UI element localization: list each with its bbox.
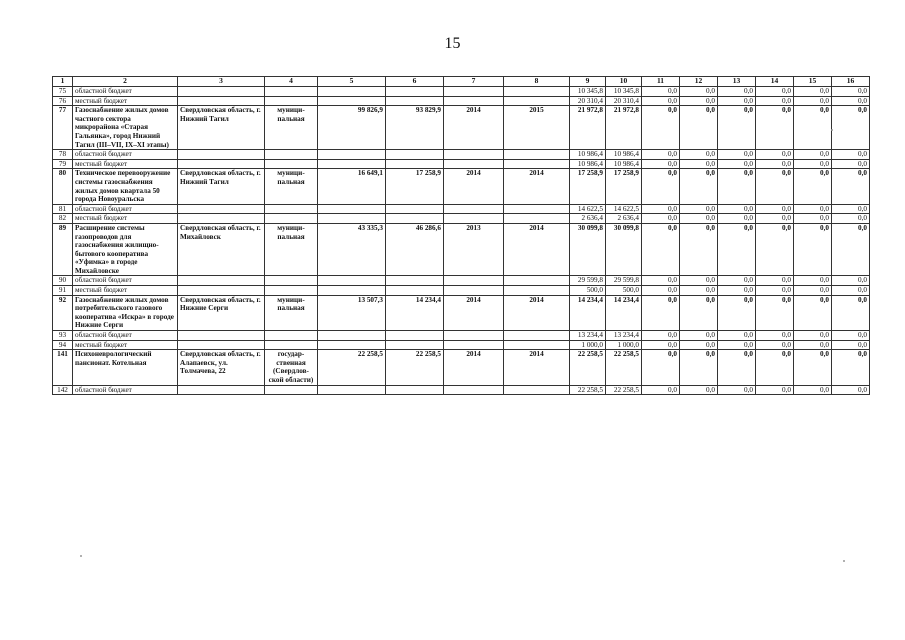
empty-cell: [178, 214, 265, 224]
empty-cell: [318, 150, 386, 160]
amount-cell: 0,0: [794, 350, 832, 385]
ownership: муници-пальная: [265, 295, 318, 330]
project-row: [53, 295, 870, 330]
total-cost: 14 234,4: [386, 295, 444, 330]
header-cell: 16: [832, 77, 870, 87]
budget-row: [53, 286, 870, 296]
project-row: [53, 106, 870, 150]
amount-cell: 0,0: [718, 204, 756, 214]
amount-cell: 0,0: [756, 204, 794, 214]
amount-cell: 0,0: [718, 169, 756, 204]
empty-cell: [444, 150, 504, 160]
header-cell: 15: [794, 77, 832, 87]
amount-total: 29 599,8: [570, 276, 606, 286]
budget-row: [53, 150, 870, 160]
amount-cell: 0,0: [756, 214, 794, 224]
amount-cell: 0,0: [680, 106, 718, 150]
empty-cell: [178, 385, 265, 395]
empty-cell: [265, 214, 318, 224]
amount-total: 500,0: [570, 286, 606, 296]
empty-cell: [386, 340, 444, 350]
amount-year: 21 972,8: [606, 106, 642, 150]
amount-cell: 0,0: [680, 276, 718, 286]
amount-cell: 0,0: [680, 340, 718, 350]
start-year: 2013: [444, 223, 504, 276]
amount-cell: 0,0: [642, 276, 680, 286]
header-cell: 9: [570, 77, 606, 87]
amount-cell: 0,0: [642, 385, 680, 395]
amount-cell: 0,0: [642, 286, 680, 296]
amount-cell: 0,0: [756, 286, 794, 296]
empty-cell: [386, 150, 444, 160]
empty-cell: [444, 214, 504, 224]
amount-cell: 0,0: [718, 223, 756, 276]
empty-cell: [265, 286, 318, 296]
amount-cell: 0,0: [642, 214, 680, 224]
project-location: Свердловская область, г. Нижние Серги: [178, 295, 265, 330]
budget-source: областной бюджет: [73, 204, 178, 214]
empty-cell: [318, 214, 386, 224]
amount-cell: 0,0: [718, 286, 756, 296]
empty-cell: [318, 159, 386, 169]
budget-row: [53, 340, 870, 350]
amount-cell: 0,0: [642, 204, 680, 214]
budget-row: [53, 159, 870, 169]
empty-cell: [265, 159, 318, 169]
empty-cell: [318, 204, 386, 214]
empty-cell: [444, 204, 504, 214]
amount-total: 10 345,8: [570, 87, 606, 97]
header-cell: 6: [386, 77, 444, 87]
row-number: 82: [53, 214, 73, 224]
project-row: [53, 223, 870, 276]
header-cell: 13: [718, 77, 756, 87]
empty-cell: [265, 276, 318, 286]
budget-row: [53, 96, 870, 106]
amount-cell: 0,0: [832, 331, 870, 341]
row-number: 75: [53, 87, 73, 97]
header-cell: 10: [606, 77, 642, 87]
estimated-cost: 16 649,1: [318, 169, 386, 204]
project-name: Расширение системы газопроводов для газоснабжения жилищно-бытового кооператива «Уфимка» в городе Михайловске: [73, 223, 178, 276]
amount-year: 30 099,8: [606, 223, 642, 276]
amount-cell: 0,0: [680, 214, 718, 224]
empty-cell: [504, 286, 570, 296]
empty-cell: [178, 331, 265, 341]
amount-cell: 0,0: [680, 223, 718, 276]
amount-cell: 0,0: [832, 106, 870, 150]
empty-cell: [178, 204, 265, 214]
amount-cell: 0,0: [794, 385, 832, 395]
amount-cell: 0,0: [756, 295, 794, 330]
budget-source: областной бюджет: [73, 385, 178, 395]
start-year: 2014: [444, 106, 504, 150]
amount-cell: 0,0: [794, 223, 832, 276]
empty-cell: [318, 286, 386, 296]
project-location: Свердловская область, г. Нижний Тагил: [178, 169, 265, 204]
amount-cell: 0,0: [718, 276, 756, 286]
amount-year: 10 986,4: [606, 150, 642, 160]
empty-cell: [386, 96, 444, 106]
amount-year: 20 310,4: [606, 96, 642, 106]
amount-cell: 0,0: [642, 340, 680, 350]
amount-cell: 0,0: [832, 223, 870, 276]
amount-cell: 0,0: [642, 169, 680, 204]
ownership: муници-пальная: [265, 106, 318, 150]
empty-cell: [265, 204, 318, 214]
amount-total: 1 000,0: [570, 340, 606, 350]
row-number: 142: [53, 385, 73, 395]
budget-row: [53, 204, 870, 214]
empty-cell: [178, 340, 265, 350]
empty-cell: [178, 159, 265, 169]
budget-source: местный бюджет: [73, 159, 178, 169]
amount-cell: 0,0: [794, 340, 832, 350]
empty-cell: [504, 150, 570, 160]
empty-cell: [178, 286, 265, 296]
amount-cell: 0,0: [794, 214, 832, 224]
header-cell: 2: [73, 77, 178, 87]
amount-cell: 0,0: [794, 204, 832, 214]
amount-cell: 0,0: [718, 150, 756, 160]
amount-cell: 0,0: [718, 295, 756, 330]
row-number: 93: [53, 331, 73, 341]
amount-cell: 0,0: [832, 385, 870, 395]
amount-cell: 0,0: [642, 87, 680, 97]
empty-cell: [504, 87, 570, 97]
amount-cell: 0,0: [794, 276, 832, 286]
header-cell: 14: [756, 77, 794, 87]
amount-cell: 0,0: [832, 276, 870, 286]
empty-cell: [386, 286, 444, 296]
budget-source: местный бюджет: [73, 96, 178, 106]
budget-source: местный бюджет: [73, 286, 178, 296]
amount-cell: 0,0: [642, 331, 680, 341]
empty-cell: [386, 159, 444, 169]
row-number: 78: [53, 150, 73, 160]
header-cell: 8: [504, 77, 570, 87]
amount-cell: 0,0: [680, 385, 718, 395]
amount-cell: 0,0: [756, 106, 794, 150]
amount-cell: 0,0: [642, 150, 680, 160]
end-year: 2014: [504, 169, 570, 204]
amount-cell: 0,0: [642, 96, 680, 106]
empty-cell: [504, 276, 570, 286]
amount-total: 10 986,4: [570, 159, 606, 169]
amount-cell: 0,0: [680, 150, 718, 160]
empty-cell: [444, 159, 504, 169]
project-name: Газоснабжение жилых домов потребительского газового кооператива «Искра» в городе Нижние Серги: [73, 295, 178, 330]
empty-cell: [504, 385, 570, 395]
budget-source: областной бюджет: [73, 87, 178, 97]
amount-cell: 0,0: [680, 331, 718, 341]
table-header-row: [53, 77, 870, 87]
amount-cell: 0,0: [794, 331, 832, 341]
header-cell: 12: [680, 77, 718, 87]
amount-total: 13 234,4: [570, 331, 606, 341]
empty-cell: [444, 96, 504, 106]
amount-cell: 0,0: [794, 169, 832, 204]
scan-speck: [843, 560, 845, 562]
amount-cell: 0,0: [680, 350, 718, 385]
empty-cell: [444, 385, 504, 395]
total-cost: 22 258,5: [386, 350, 444, 385]
row-number: 94: [53, 340, 73, 350]
row-number: 89: [53, 223, 73, 276]
amount-cell: 0,0: [832, 204, 870, 214]
empty-cell: [386, 331, 444, 341]
empty-cell: [444, 340, 504, 350]
amount-cell: 0,0: [832, 340, 870, 350]
amount-cell: 0,0: [756, 169, 794, 204]
scan-speck: [831, 129, 833, 131]
amount-cell: 0,0: [832, 214, 870, 224]
empty-cell: [444, 87, 504, 97]
amount-cell: 0,0: [756, 159, 794, 169]
amount-cell: 0,0: [756, 150, 794, 160]
amount-cell: 0,0: [680, 87, 718, 97]
empty-cell: [504, 214, 570, 224]
amount-cell: 0,0: [756, 331, 794, 341]
empty-cell: [386, 214, 444, 224]
end-year: 2014: [504, 350, 570, 385]
amount-cell: 0,0: [756, 223, 794, 276]
amount-cell: 0,0: [832, 87, 870, 97]
empty-cell: [444, 286, 504, 296]
header-cell: 3: [178, 77, 265, 87]
budget-source: областной бюджет: [73, 331, 178, 341]
header-cell: 4: [265, 77, 318, 87]
empty-cell: [386, 276, 444, 286]
project-name: Газоснабжение жилых домов частного сектора микрорайона «Старая Гальянка», город Нижний Тагил (III–VII, IX–XI этапы): [73, 106, 178, 150]
estimated-cost: 22 258,5: [318, 350, 386, 385]
budget-source: областной бюджет: [73, 150, 178, 160]
total-cost: 17 258,9: [386, 169, 444, 204]
amount-cell: 0,0: [718, 96, 756, 106]
estimated-cost: 13 507,3: [318, 295, 386, 330]
amount-cell: 0,0: [832, 286, 870, 296]
empty-cell: [318, 331, 386, 341]
amount-cell: 0,0: [794, 87, 832, 97]
budget-source: областной бюджет: [73, 276, 178, 286]
header-cell: 5: [318, 77, 386, 87]
row-number: 76: [53, 96, 73, 106]
amount-cell: 0,0: [680, 295, 718, 330]
empty-cell: [386, 204, 444, 214]
empty-cell: [318, 340, 386, 350]
empty-cell: [504, 340, 570, 350]
amount-year: 2 636,4: [606, 214, 642, 224]
amount-total: 20 310,4: [570, 96, 606, 106]
budget-row: [53, 214, 870, 224]
amount-total: 30 099,8: [570, 223, 606, 276]
amount-year: 1 000,0: [606, 340, 642, 350]
empty-cell: [265, 150, 318, 160]
project-location: Свердловская область, г. Алапаевск, ул. Толмачева, 22: [178, 350, 265, 385]
amount-cell: 0,0: [718, 87, 756, 97]
amount-cell: 0,0: [680, 159, 718, 169]
amount-cell: 0,0: [756, 87, 794, 97]
empty-cell: [386, 385, 444, 395]
amount-cell: 0,0: [794, 106, 832, 150]
empty-cell: [444, 331, 504, 341]
amount-year: 22 258,5: [606, 350, 642, 385]
amount-cell: 0,0: [718, 214, 756, 224]
empty-cell: [444, 276, 504, 286]
empty-cell: [265, 340, 318, 350]
amount-total: 22 258,5: [570, 350, 606, 385]
amount-year: 14 234,4: [606, 295, 642, 330]
amount-cell: 0,0: [680, 96, 718, 106]
project-location: Свердловская область, г. Михайловск: [178, 223, 265, 276]
total-cost: 93 829,9: [386, 106, 444, 150]
budget-row: [53, 87, 870, 97]
amount-year: 22 258,5: [606, 385, 642, 395]
amount-total: 22 258,5: [570, 385, 606, 395]
amount-year: 17 258,9: [606, 169, 642, 204]
end-year: 2014: [504, 223, 570, 276]
ownership: муници-пальная: [265, 169, 318, 204]
row-number: 91: [53, 286, 73, 296]
budget-row: [53, 331, 870, 341]
header-cell: 7: [444, 77, 504, 87]
amount-total: 17 258,9: [570, 169, 606, 204]
amount-cell: 0,0: [756, 350, 794, 385]
amount-cell: 0,0: [756, 340, 794, 350]
empty-cell: [265, 87, 318, 97]
amount-cell: 0,0: [718, 350, 756, 385]
empty-cell: [318, 276, 386, 286]
amount-cell: 0,0: [718, 385, 756, 395]
amount-cell: 0,0: [642, 350, 680, 385]
estimated-cost: 43 335,3: [318, 223, 386, 276]
amount-cell: 0,0: [794, 295, 832, 330]
amount-cell: 0,0: [642, 223, 680, 276]
empty-cell: [265, 385, 318, 395]
row-number: 141: [53, 350, 73, 385]
amount-cell: 0,0: [794, 159, 832, 169]
amount-cell: 0,0: [794, 150, 832, 160]
row-number: 81: [53, 204, 73, 214]
empty-cell: [386, 87, 444, 97]
amount-year: 29 599,8: [606, 276, 642, 286]
end-year: 2014: [504, 295, 570, 330]
amount-cell: 0,0: [756, 276, 794, 286]
amount-cell: 0,0: [832, 96, 870, 106]
start-year: 2014: [444, 295, 504, 330]
amount-cell: 0,0: [756, 385, 794, 395]
empty-cell: [265, 331, 318, 341]
empty-cell: [178, 96, 265, 106]
header-cell: 1: [53, 77, 73, 87]
empty-cell: [178, 87, 265, 97]
amount-cell: 0,0: [642, 295, 680, 330]
empty-cell: [178, 276, 265, 286]
amount-cell: 0,0: [680, 204, 718, 214]
empty-cell: [504, 96, 570, 106]
row-number: 79: [53, 159, 73, 169]
empty-cell: [318, 87, 386, 97]
amount-year: 500,0: [606, 286, 642, 296]
amount-year: 10 345,8: [606, 87, 642, 97]
amount-cell: 0,0: [642, 106, 680, 150]
amount-cell: 0,0: [718, 106, 756, 150]
empty-cell: [265, 96, 318, 106]
budget-row: [53, 385, 870, 395]
amount-cell: 0,0: [642, 159, 680, 169]
amount-total: 14 234,4: [570, 295, 606, 330]
end-year: 2015: [504, 106, 570, 150]
empty-cell: [504, 159, 570, 169]
amount-year: 10 986,4: [606, 159, 642, 169]
amount-cell: 0,0: [794, 96, 832, 106]
row-number: 80: [53, 169, 73, 204]
scan-speck: [80, 555, 82, 557]
budget-table: [52, 76, 870, 395]
total-cost: 46 286,6: [386, 223, 444, 276]
row-number: 90: [53, 276, 73, 286]
empty-cell: [504, 331, 570, 341]
amount-total: 10 986,4: [570, 150, 606, 160]
start-year: 2014: [444, 350, 504, 385]
budget-source: местный бюджет: [73, 340, 178, 350]
empty-cell: [318, 385, 386, 395]
project-row: [53, 350, 870, 385]
project-row: [53, 169, 870, 204]
empty-cell: [318, 96, 386, 106]
amount-cell: 0,0: [832, 350, 870, 385]
empty-cell: [504, 204, 570, 214]
amount-cell: 0,0: [794, 286, 832, 296]
amount-year: 13 234,4: [606, 331, 642, 341]
amount-cell: 0,0: [832, 150, 870, 160]
page-number: 15: [444, 35, 461, 52]
header-cell: 11: [642, 77, 680, 87]
amount-cell: 0,0: [832, 159, 870, 169]
row-number: 77: [53, 106, 73, 150]
project-name: Техническое перевооружение системы газоснабжения жилых домов квартала 50 города Новоуральска: [73, 169, 178, 204]
amount-cell: 0,0: [718, 159, 756, 169]
amount-cell: 0,0: [680, 286, 718, 296]
table-body: [53, 77, 870, 395]
amount-year: 14 622,5: [606, 204, 642, 214]
amount-cell: 0,0: [680, 169, 718, 204]
ownership: муници-пальная: [265, 223, 318, 276]
estimated-cost: 99 826,9: [318, 106, 386, 150]
amount-total: 21 972,8: [570, 106, 606, 150]
row-number: 92: [53, 295, 73, 330]
amount-cell: 0,0: [832, 169, 870, 204]
amount-cell: 0,0: [832, 295, 870, 330]
budget-row: [53, 276, 870, 286]
amount-cell: 0,0: [718, 331, 756, 341]
amount-total: 14 622,5: [570, 204, 606, 214]
ownership: государ-ственная (Свердлов-ской области): [265, 350, 318, 385]
budget-source: местный бюджет: [73, 214, 178, 224]
amount-cell: 0,0: [756, 96, 794, 106]
project-name: Психоневрологический пансионат. Котельная: [73, 350, 178, 385]
amount-total: 2 636,4: [570, 214, 606, 224]
empty-cell: [178, 150, 265, 160]
amount-cell: 0,0: [718, 340, 756, 350]
project-location: Свердловская область, г. Нижний Тагил: [178, 106, 265, 150]
start-year: 2014: [444, 169, 504, 204]
